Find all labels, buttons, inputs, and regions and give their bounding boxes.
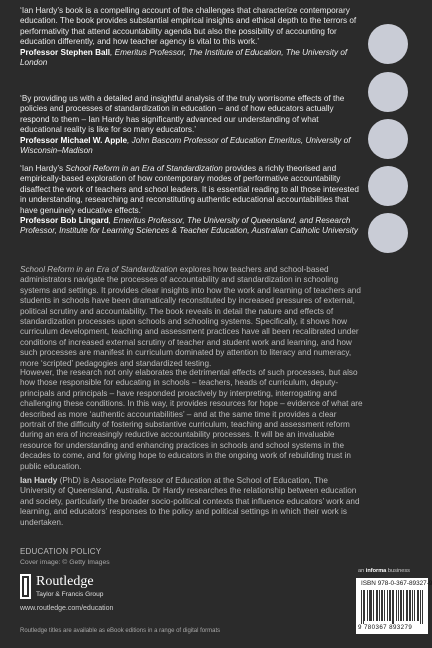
barcode-bar — [414, 590, 415, 621]
barcode-bar — [396, 590, 397, 621]
barcode-bar — [401, 590, 402, 621]
barcode-bar — [370, 590, 371, 621]
decorative-circle — [368, 213, 408, 253]
barcode-bar — [403, 590, 404, 621]
endorsement-1 — [20, 6, 360, 68]
endorsement-3-affiliation: , Emeritus Professor, The University of Queensland, and Research Professor, Institute for Learning Sciences & Teacher Education, Australian Catholic University — [20, 216, 358, 236]
barcode-bar — [417, 590, 418, 621]
informa-suffix: business — [386, 568, 410, 574]
barcode-icon — [361, 590, 423, 624]
author-bio — [20, 476, 364, 528]
author-bio-text: (PhD) is Associate Professor of Education at the School of Education, The University of Queensland, Australia. Dr Hardy researches the relationship between education and society, particularly the broader socio-political contexts that influence educators’ work and learning, and educators’ responses to the policy and political settings in which their work is undertaken. — [20, 476, 360, 527]
endorsement-3-quote-start: ‘Ian Hardy’s — [20, 164, 66, 173]
decorative-circle — [368, 72, 408, 112]
endorsement-3 — [20, 164, 360, 237]
endorsement-2-author: Professor Michael W. Apple — [20, 135, 128, 145]
barcode-bar — [373, 590, 374, 621]
decorative-circle — [368, 24, 408, 64]
barcode-bar — [393, 590, 394, 624]
barcode-bar — [398, 590, 399, 621]
endorsement-2 — [20, 94, 360, 156]
endorsement-2-quote: ‘By providing us with a detailed and insightful analysis of the truly worrisome effects of the policies and processes of standardization in education – and of how educators actually respond to them – Ian Hardy has significantly advanced our understanding of what educational reality is like for so many educators.’ — [20, 94, 345, 135]
description-text-2: However, the research not only elaborates the detrimental effects of such processes, but also how those responsible for educating in schools – teachers, heads of curriculum, deputy-principals and principals – have responded proactively by interpreting, interrogating and challenging these conditions. In this way, it provides resources for hope – evidence of what are described as more ‘authentic accountabilities’ – and at the same time it provides a clear portrait of the difficulty of fostering substantive curriculum, teaching and assessment reform during an era of increasingly reductive accountability processes. It will be an invaluable resource for understanding and enhancing practices in schools and school systems in the decades to come, and for giving hope to educators in the ongoing work of rebuilding trust in public education. — [20, 368, 363, 471]
decorative-circle — [368, 166, 408, 206]
endorsement-1-affiliation: , Emeritus Professor, The Institute of Education, The University of London — [20, 47, 348, 68]
endorsement-3-book-title: School Reform in an Era of Standardization — [65, 164, 223, 173]
barcode-bar — [407, 590, 408, 621]
barcode-bar — [381, 590, 382, 621]
description-paragraph-2 — [20, 368, 364, 472]
barcode-bar — [390, 590, 391, 621]
barcode-bar — [367, 590, 368, 621]
barcode-bar — [412, 590, 413, 621]
publisher-website: www.routledge.com/education — [20, 605, 114, 612]
barcode-bar — [382, 590, 383, 621]
endorsement-2-affiliation: , John Bascom Professor of Education Emeritus, University of Wisconsin–Madison — [20, 135, 351, 156]
isbn-barcode-panel — [356, 578, 432, 634]
barcode-bar — [418, 590, 419, 621]
barcode-digits: 9 780367 893279 — [358, 624, 413, 631]
endorsement-1-author: Professor Stephen Ball — [20, 47, 111, 57]
cover-credit: Cover image: © Getty Images — [20, 559, 110, 566]
barcode-bar — [371, 590, 372, 621]
description-paragraph-1 — [20, 265, 364, 369]
isbn-number: ISBN 978-0-367-89327-9 — [361, 580, 432, 587]
barcode-bar — [406, 590, 407, 621]
barcode-bar — [369, 590, 370, 621]
endorsement-3-author: Professor Bob Lingard — [20, 216, 109, 226]
barcode-bar — [384, 590, 385, 621]
description-book-title: School Reform in an Era of Standardization — [20, 265, 178, 274]
endorsement-1-attribution — [20, 48, 360, 69]
publisher-name: Routledge — [36, 574, 94, 589]
description-text-1: explores how teachers and school-based administrators navigate the processes of accountability and standardization in schooling systems and settings. It provides clear insights into how the work and learning of teachers and students in schools have been dramatically reconstituted by increased pressures of external, political scrutiny and accountability. The book reveals in detail the nature and effects of standardization processes upon schools and schooling systems. Specifically, it shows how curriculum development, teaching and assessment practices have all been recalibrated under conditions of increased external scrutiny of teacher and student work and learning, and how such processes are manifest in curriculum dominated by attention to literacy and numeracy, more ‘scripted’ pedagogies and standardized testing. — [20, 265, 361, 368]
endorsement-3-quote-rest: provides a richly theorised and empirically-based exploration of how contemporary modes of performative accountability disaffect the work of teachers and school leaders. It is essential reading to all those interested in understanding, researching and reconstituting authentic educational accountabilities that have genuinely educative effects.’ — [20, 164, 359, 215]
endorsement-1-quote: ‘Ian Hardy’s book is a compelling account of the challenges that characterize contemporary education. The book provides substantial empirical insights and ethical depth to the terrors of performativity that attend accountability agenda but also the possibility of accounting for education differently, and how teacher agency is vital to this work.’ — [20, 6, 357, 47]
publisher-group: Taylor & Francis Group — [36, 591, 104, 598]
barcode-bar — [379, 590, 380, 621]
informa-prefix: an — [358, 568, 366, 574]
endorsement-3-attribution — [20, 216, 360, 237]
barcode-bar — [387, 590, 388, 621]
barcode-bar — [392, 590, 393, 624]
barcode-bar — [376, 590, 377, 621]
barcode-bar — [377, 590, 378, 621]
ebook-note: Routledge titles are available as eBook editions in a range of digital formats — [20, 628, 221, 634]
subject-category: EDUCATION POLICY — [20, 547, 102, 556]
barcode-bar — [420, 590, 421, 624]
endorsement-3-quote — [20, 164, 360, 216]
barcode-bar — [400, 590, 401, 621]
endorsement-2-attribution — [20, 136, 360, 157]
barcode-bar — [363, 590, 364, 624]
author-bio-name: Ian Hardy — [20, 476, 58, 485]
barcode-bar — [422, 590, 423, 624]
informa-bold: informa — [365, 568, 387, 574]
barcode-bar — [364, 590, 365, 621]
barcode-bar — [361, 590, 362, 624]
barcode-bar — [409, 590, 410, 621]
decorative-circle — [368, 119, 408, 159]
barcode-bar — [389, 590, 390, 621]
informa-business-tag — [358, 568, 410, 574]
barcode-bar — [410, 590, 411, 621]
